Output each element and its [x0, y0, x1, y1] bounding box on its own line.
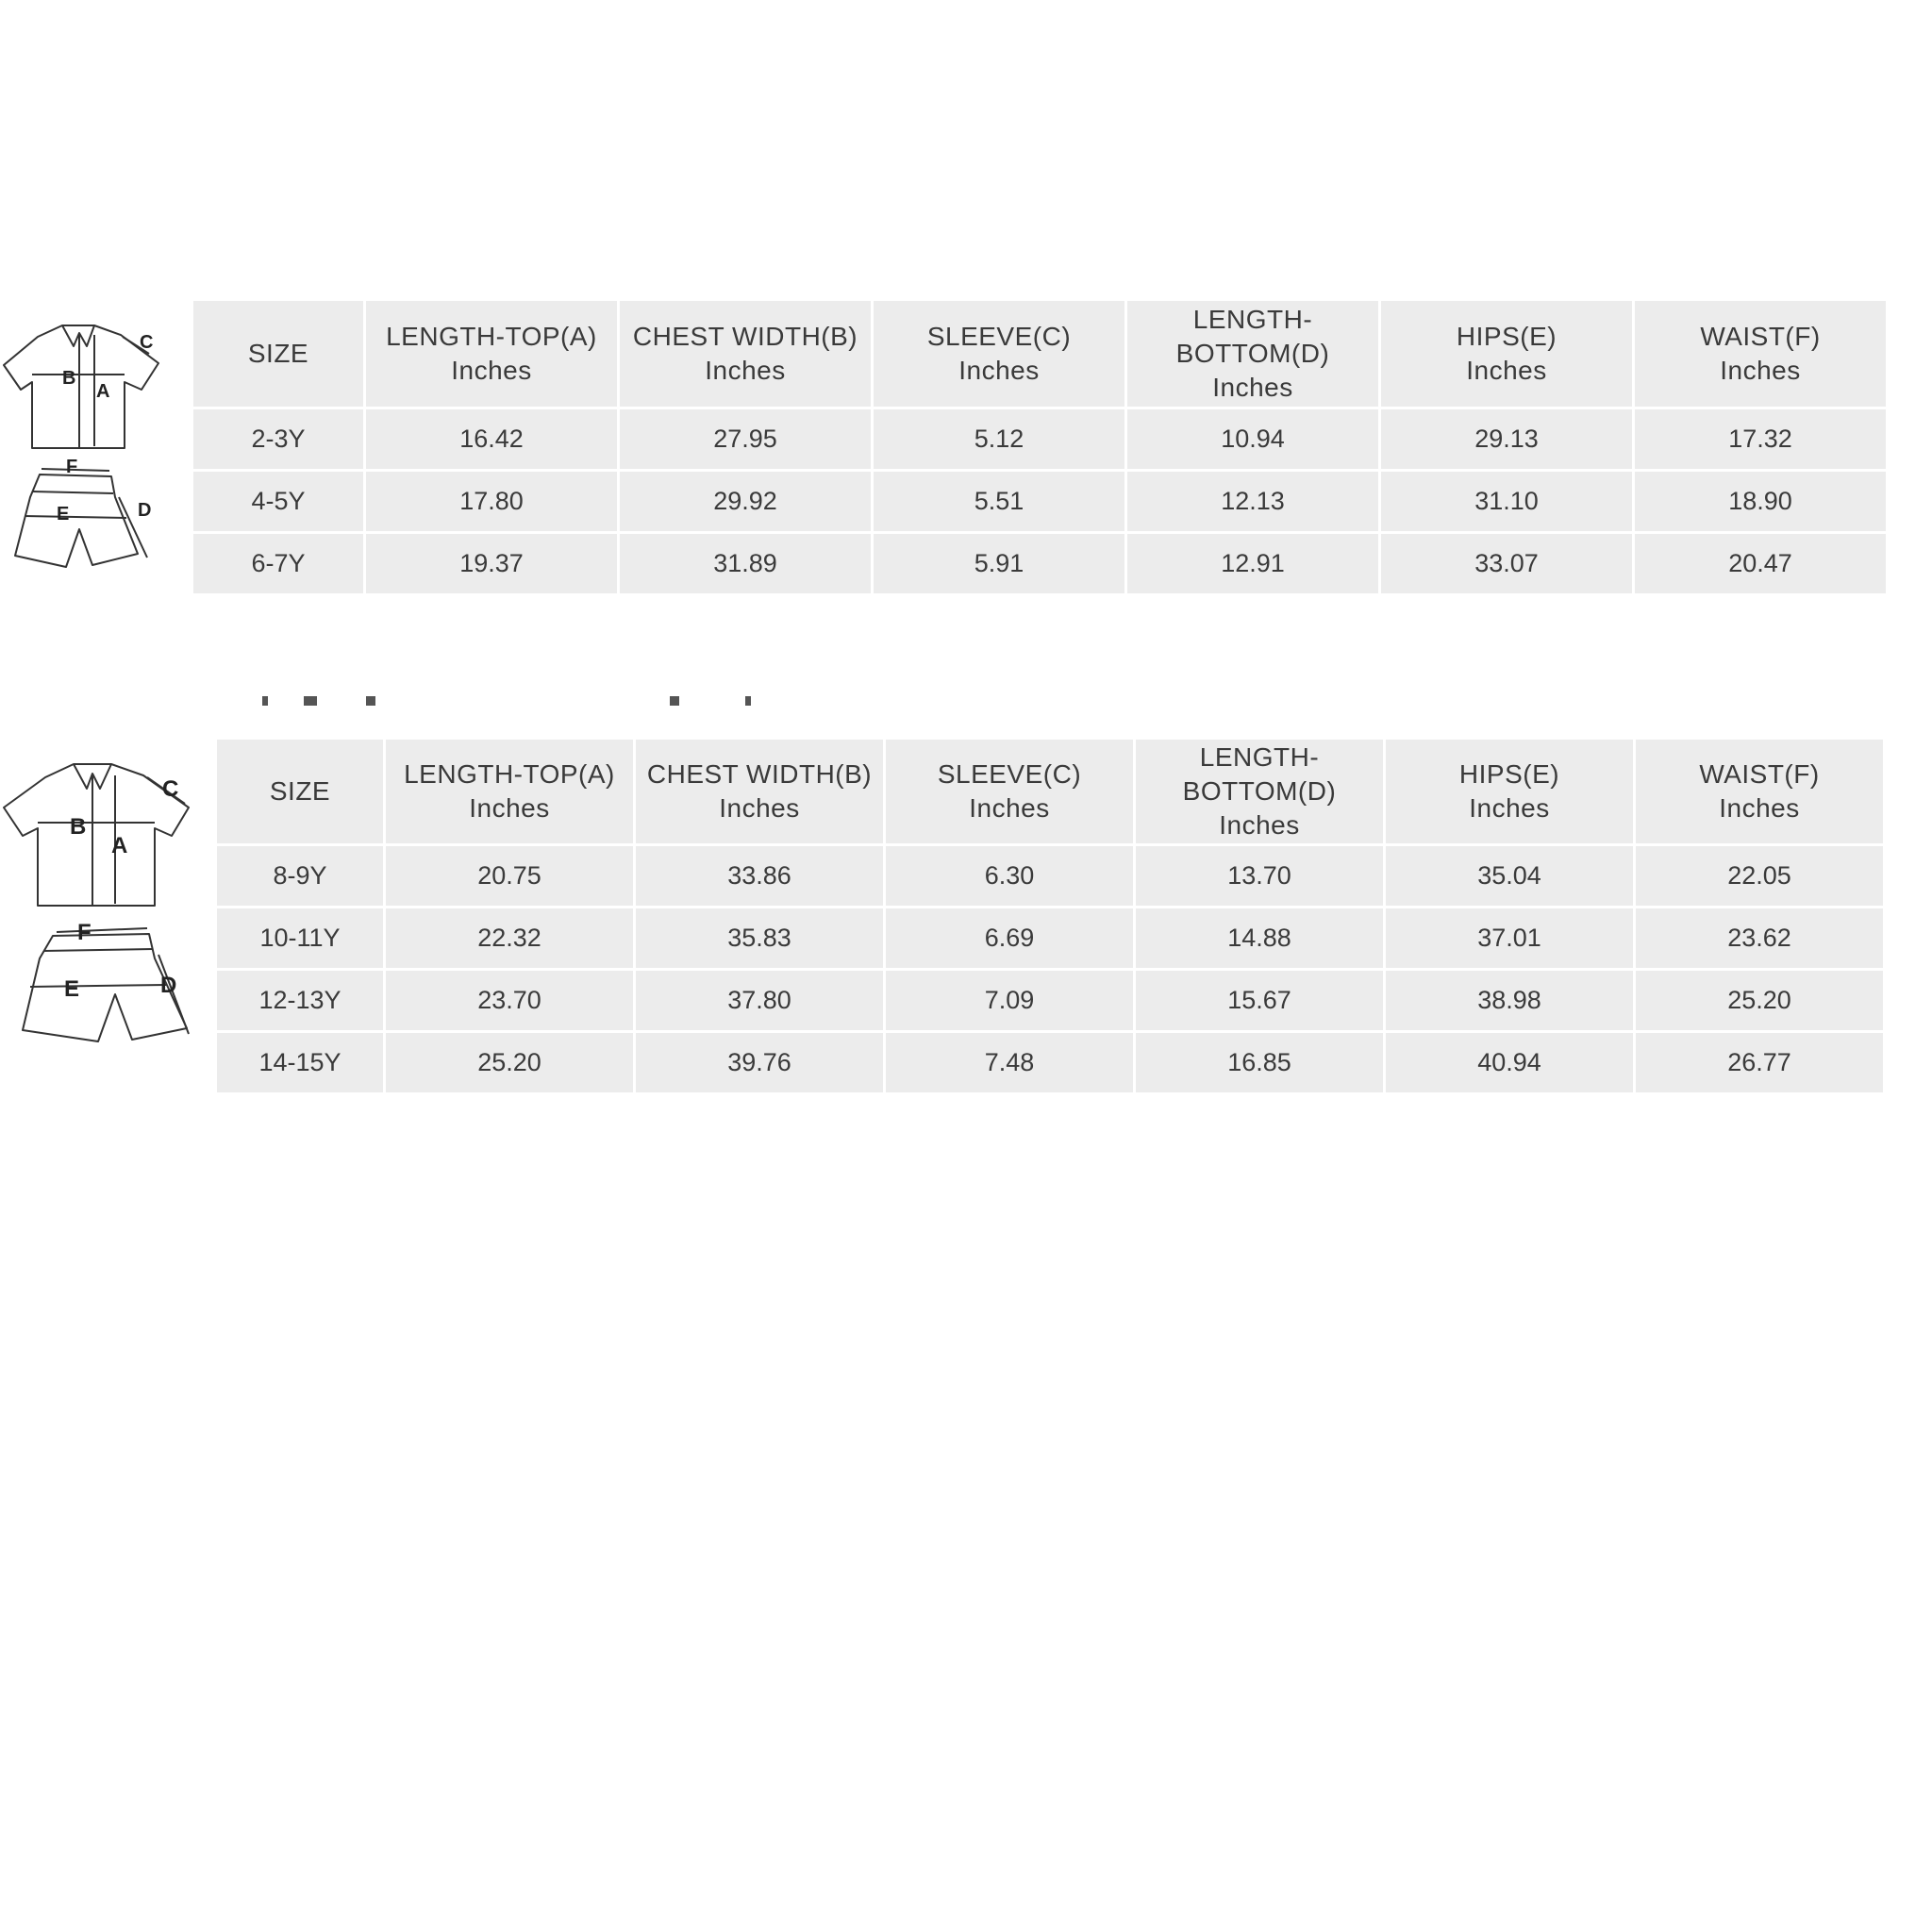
table-row — [193, 534, 1886, 593]
table-header-row — [193, 301, 1886, 407]
table-cell: 26.77 — [1636, 1033, 1883, 1092]
table-cell: 6.69 — [886, 908, 1133, 968]
size-chart-table-1 — [191, 298, 1889, 596]
measurement-diagram-2 — [0, 755, 198, 1057]
clipped-text-remnant — [255, 694, 783, 713]
label-e: E — [57, 504, 70, 525]
table-cell: 22.32 — [386, 908, 633, 968]
size-cell: 12-13Y — [217, 971, 383, 1030]
table-cell: 7.09 — [886, 971, 1133, 1030]
table-cell: 12.13 — [1127, 472, 1378, 531]
label-d: D — [138, 500, 152, 521]
table-cell: 12.91 — [1127, 534, 1378, 593]
table-cell: 29.13 — [1381, 409, 1632, 469]
table-cell: 20.75 — [386, 846, 633, 906]
table-cell: 23.70 — [386, 971, 633, 1030]
table-row — [217, 971, 1883, 1030]
table-cell: 10.94 — [1127, 409, 1378, 469]
column-header: LENGTH- BOTTOM(D) Inches — [1136, 740, 1383, 843]
label-c: C — [162, 776, 179, 802]
table-row — [193, 472, 1886, 531]
size-chart-table-2 — [214, 737, 1886, 1095]
table-cell: 39.76 — [636, 1033, 883, 1092]
size-cell: 6-7Y — [193, 534, 363, 593]
table-cell: 5.91 — [874, 534, 1124, 593]
table-cell: 35.04 — [1386, 846, 1633, 906]
size-cell: 2-3Y — [193, 409, 363, 469]
label-f: F — [66, 457, 78, 477]
label-c: C — [140, 332, 154, 353]
table-cell: 5.51 — [874, 472, 1124, 531]
column-header: HIPS(E) Inches — [1381, 301, 1632, 407]
column-header: HIPS(E) Inches — [1386, 740, 1633, 843]
table-cell: 29.92 — [620, 472, 871, 531]
table-header-row — [217, 740, 1883, 843]
label-b: B — [62, 368, 76, 389]
clipped-text-icon — [255, 694, 783, 713]
size-cell: 10-11Y — [217, 908, 383, 968]
table-row — [217, 846, 1883, 906]
table-cell: 17.32 — [1635, 409, 1886, 469]
table-cell: 25.20 — [1636, 971, 1883, 1030]
table-cell: 22.05 — [1636, 846, 1883, 906]
table-row — [217, 908, 1883, 968]
label-d: D — [160, 973, 177, 998]
label-f: F — [77, 920, 92, 945]
table-cell: 6.30 — [886, 846, 1133, 906]
size-cell: 8-9Y — [217, 846, 383, 906]
column-header: SIZE — [193, 301, 363, 407]
table-cell: 37.80 — [636, 971, 883, 1030]
column-header: LENGTH-TOP(A) Inches — [366, 301, 617, 407]
column-header: CHEST WIDTH(B) Inches — [636, 740, 883, 843]
table-cell: 17.80 — [366, 472, 617, 531]
shirt-shorts-diagram-icon — [0, 755, 198, 1057]
table-row — [193, 409, 1886, 469]
measurement-diagram-1 — [0, 316, 170, 580]
table-cell: 31.89 — [620, 534, 871, 593]
size-cell: 4-5Y — [193, 472, 363, 531]
table-cell: 16.42 — [366, 409, 617, 469]
table-cell: 14.88 — [1136, 908, 1383, 968]
label-a: A — [111, 833, 128, 858]
label-a: A — [96, 381, 110, 402]
column-header: SLEEVE(C) Inches — [874, 301, 1124, 407]
table-row — [217, 1033, 1883, 1092]
table-cell: 13.70 — [1136, 846, 1383, 906]
column-header: WAIST(F) Inches — [1636, 740, 1883, 843]
column-header: LENGTH-TOP(A) Inches — [386, 740, 633, 843]
table-cell: 15.67 — [1136, 971, 1383, 1030]
table-cell: 19.37 — [366, 534, 617, 593]
table-cell: 25.20 — [386, 1033, 633, 1092]
table-cell: 20.47 — [1635, 534, 1886, 593]
column-header: SLEEVE(C) Inches — [886, 740, 1133, 843]
label-e: E — [64, 976, 80, 1002]
table-cell: 7.48 — [886, 1033, 1133, 1092]
table-cell: 27.95 — [620, 409, 871, 469]
column-header: CHEST WIDTH(B) Inches — [620, 301, 871, 407]
table-cell: 38.98 — [1386, 971, 1633, 1030]
table-cell: 23.62 — [1636, 908, 1883, 968]
table-cell: 33.86 — [636, 846, 883, 906]
column-header: LENGTH- BOTTOM(D) Inches — [1127, 301, 1378, 407]
table-cell: 40.94 — [1386, 1033, 1633, 1092]
shirt-shorts-diagram-icon — [0, 316, 170, 580]
table-cell: 31.10 — [1381, 472, 1632, 531]
column-header: SIZE — [217, 740, 383, 843]
label-b: B — [70, 814, 87, 840]
table-cell: 33.07 — [1381, 534, 1632, 593]
table-cell: 37.01 — [1386, 908, 1633, 968]
column-header: WAIST(F) Inches — [1635, 301, 1886, 407]
size-cell: 14-15Y — [217, 1033, 383, 1092]
table-cell: 35.83 — [636, 908, 883, 968]
table-cell: 16.85 — [1136, 1033, 1383, 1092]
table-cell: 5.12 — [874, 409, 1124, 469]
table-cell: 18.90 — [1635, 472, 1886, 531]
